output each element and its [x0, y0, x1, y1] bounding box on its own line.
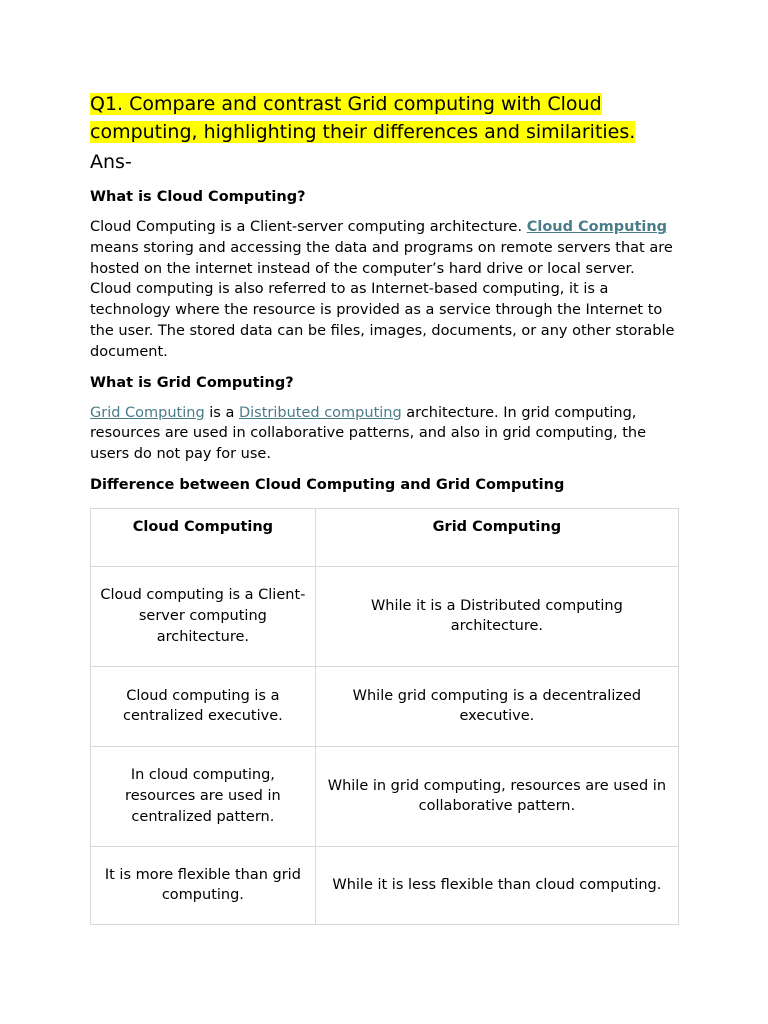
table-cell: In cloud computing, resources are used in centralized pattern. [91, 746, 316, 846]
document-page [90, 90, 680, 925]
grid-computing-paragraph [90, 403, 680, 465]
table-row [91, 666, 679, 746]
cloud-computing-link[interactable]: Cloud Computing [526, 219, 668, 235]
table-cell: It is more flexible than grid computing. [91, 846, 316, 924]
table-cell: While grid computing is a decentralized executive. [315, 666, 678, 746]
table-row [91, 566, 679, 666]
answer-label: Ans- [90, 151, 132, 173]
question-heading [90, 90, 680, 146]
table-row [91, 746, 679, 846]
difference-heading: Difference between Cloud Computing and Grid Computing [90, 476, 565, 493]
table-header-row [91, 508, 679, 566]
grid-text-mid: is a [204, 404, 239, 421]
distributed-computing-link[interactable]: Distributed computing [238, 404, 402, 421]
question-text: Q1. Compare and contrast Grid computing with Cloud computing, highlighting their differences and similarities. [90, 93, 636, 143]
table-cell: Cloud computing is a centralized executive. [91, 666, 316, 746]
cloud-computing-heading: What is Cloud Computing? [90, 189, 306, 205]
grid-text-after: architecture. In grid computing, resources are used in collaborative patterns, and also in grid computing, the users do not pay for use. [90, 404, 646, 463]
cloud-text-before: Cloud Computing is a Client-server computing architecture. [90, 219, 527, 235]
column-header-cloud: Cloud Computing [91, 508, 316, 566]
table-cell: While it is a Distributed computing architecture. [315, 566, 678, 666]
grid-computing-heading: What is Grid Computing? [90, 374, 294, 391]
column-header-grid: Grid Computing [315, 508, 678, 566]
table-row [91, 846, 679, 924]
cloud-computing-paragraph [90, 217, 680, 363]
table-cell: While in grid computing, resources are used in collaborative pattern. [315, 746, 678, 846]
table-cell: While it is less flexible than cloud computing. [315, 846, 678, 924]
grid-computing-link[interactable]: Grid Computing [90, 404, 205, 421]
cloud-text-after: means storing and accessing the data and programs on remote servers that are hosted on the internet instead of the computer’s hard drive or local server. Cloud computing is also referred to as Internet-based computing, it is a technology where the resource is provided as a service through the Internet to the user. The stored data can be files, images, documents, or any other storable document. [90, 239, 675, 360]
table-cell: Cloud computing is a Client-server computing architecture. [91, 566, 316, 666]
comparison-table [90, 508, 679, 925]
